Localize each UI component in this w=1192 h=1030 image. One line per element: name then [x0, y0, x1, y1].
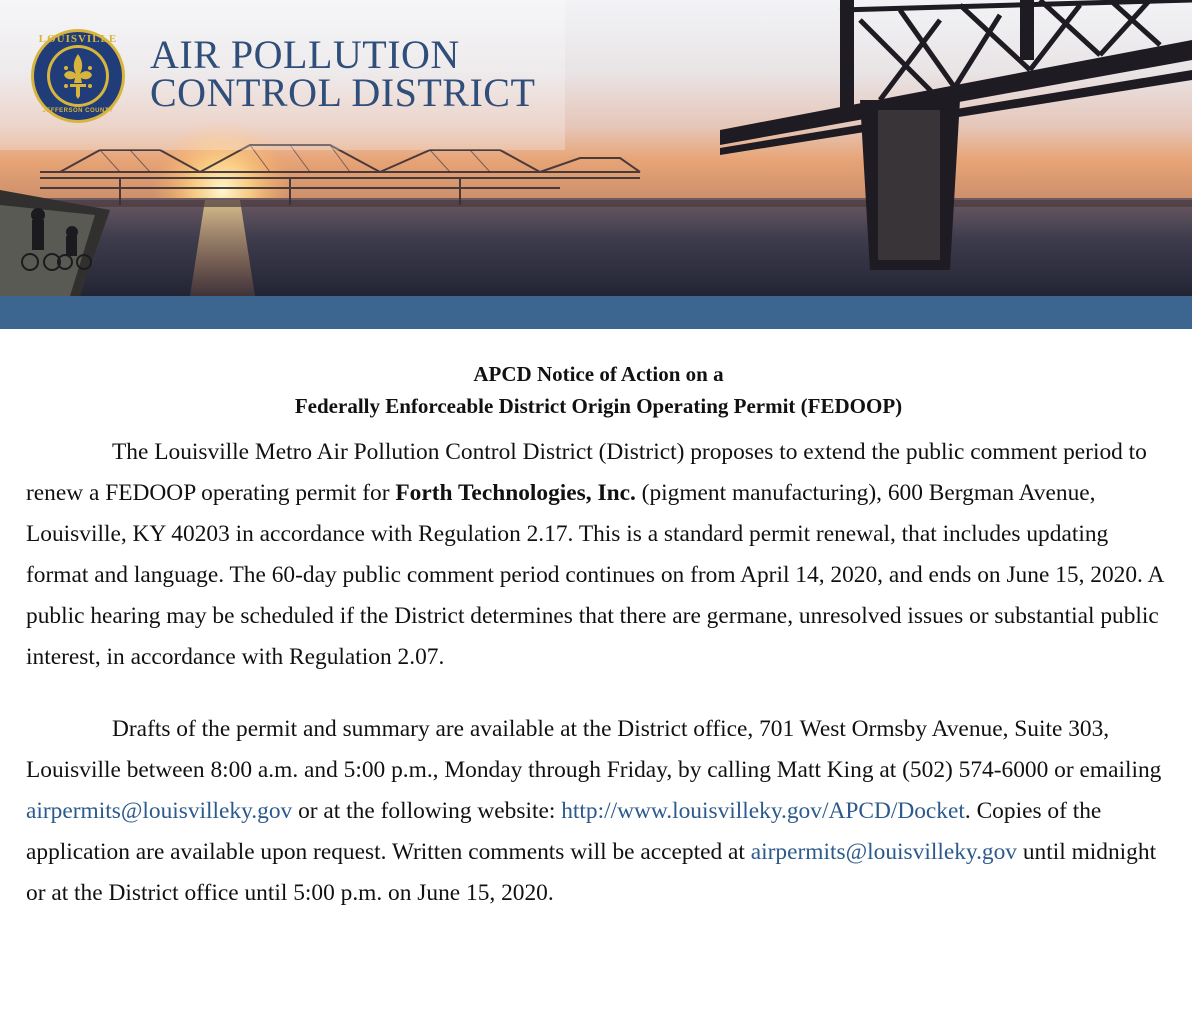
p2-text-1: Drafts of the permit and summary are available at the District office, 701 West Ormsby Avenue, Suite 303, Louisville between 8:00 a.m. and 5:00 p.m., Monday through Friday, by calling Matt King at (502) 574-6000 or emailing	[26, 716, 1162, 783]
p1-text-2: (pigment manufacturing), 600 Bergman Avenue, Louisville, KY 40203 in accordance with Regulation 2.17. This is a standard permit renewal, that includes updating format and language. The 60-day public comment period continues on from April 14, 2020, and ends on June 15, 2020. A public hearing may be scheduled if the District determines that there are germane, unresolved issues or substantial public interest, in accordance with Regulation 2.07.	[26, 480, 1164, 670]
email-link-1[interactable]: airpermits@louisvilleky.gov	[26, 798, 293, 824]
agency-title-line1: AIR POLLUTION	[150, 32, 460, 77]
agency-title	[150, 32, 536, 115]
p2-text-4: until midnight or at the District office until 5:00 p.m. on June 15, 2020.	[26, 839, 1157, 906]
notice-paragraph-1	[26, 432, 1171, 678]
seal-ring-text: LOUISVILLE	[38, 33, 118, 45]
agency-title-line2: CONTROL DISTRICT	[150, 70, 536, 115]
email-link-2[interactable]: airpermits@louisvilleky.gov	[750, 839, 1018, 865]
p2-text-3: . Copies of the application are available upon request. Written comments will be accepted at	[26, 798, 1102, 865]
notice-heading-line1: APCD Notice of Action on a	[473, 362, 724, 386]
header-banner	[0, 0, 1192, 296]
docket-website-link[interactable]: http://www.louisvilleky.gov/APCD/Docket	[561, 798, 965, 824]
notice-heading	[26, 358, 1171, 422]
p1-text-1: The Louisville Metro Air Pollution Control District (District) proposes to extend the public comment period to renew a FEDOOP operating permit for	[26, 439, 1147, 506]
seal-ring-bottom-text: JEFFERSON COUNTY	[42, 108, 114, 114]
notice-paragraph-2	[26, 709, 1171, 914]
banner-bar	[0, 296, 1192, 329]
p2-text-2: or at the following website:	[292, 798, 562, 824]
notice-content	[26, 358, 1171, 914]
notice-heading-line2: Federally Enforceable District Origin Operating Permit (FEDOOP)	[294, 394, 903, 418]
louisville-seal-icon	[30, 28, 126, 124]
company-name: Forth Technologies, Inc.	[395, 480, 636, 506]
